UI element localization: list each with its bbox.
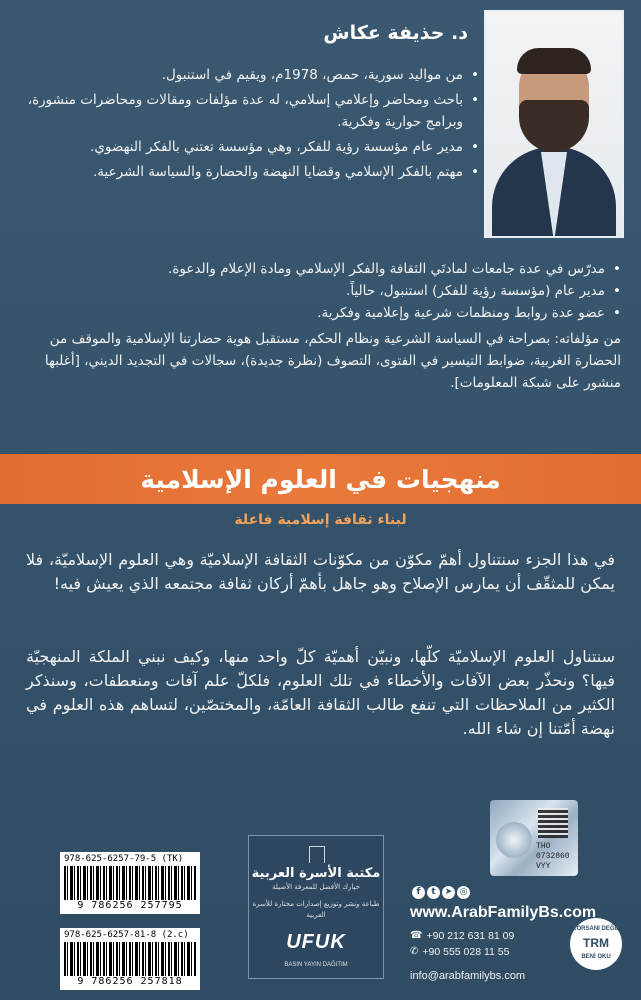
photo-hair [517, 48, 591, 74]
badge-top-text: KORSANI DEĞİL [572, 926, 620, 932]
publisher-tagline: خيارك الأفضل للمعرفة الأصيلة [272, 883, 360, 891]
phone-number[interactable]: +90 212 631 81 09 [426, 930, 515, 942]
telegram-icon[interactable]: ➤ [442, 886, 455, 899]
author-bio-primary [20, 64, 479, 186]
bio-item: • عضو عدة روابط ومنظمات شرعية وإعلامية وفكرية. [20, 302, 621, 324]
bio-item: • باحث ومحاضر وإعلامي إسلامي، له عدة مؤلفات ومقالات ومحاضرات منشورة، وبرامج حوارية وفكرية. [20, 89, 479, 133]
bio-item: • مدرّس في عدة جامعات لمادتَي الثقافة والفكر الإسلامي ومادة الإعلام والدعوة. [20, 258, 621, 280]
author-works: من مؤلفاته: بصراحة في السياسة الشرعية ونظام الحكم، مستقبل هوية حضارتنا الإسلامية والموقف من الحضارة الغربية، ضوابط التيسير في الفتوى، التصوف (نظرة جديدة)، سجالات في التجديد الديني، [أغلبها منشور على شبكة المعلومات]. [44, 331, 621, 391]
barcode-digits: 9 786256 257818 [77, 976, 183, 987]
title-band [0, 454, 641, 504]
hologram-code: THO 0732860 VYY [536, 842, 570, 871]
author-bio-secondary [20, 258, 621, 324]
bio-item: • مدير عام مؤسسة رؤية للفكر، وهي مؤسسة تعتني بالفكر النهضوي. [20, 136, 479, 158]
twitter-icon[interactable]: t [427, 886, 440, 899]
publisher-logo-box [248, 835, 384, 979]
bio-item: • مدير عام (مؤسسة رؤية للفكر) استنبول، حالياً. [20, 280, 621, 302]
barcode-bars [64, 942, 196, 976]
phone-list [410, 928, 514, 960]
badge-mid-text: TRM [583, 936, 609, 950]
email-link[interactable]: info@arabfamilybs.com [410, 970, 526, 982]
book-subtitle: لبناء ثقافة إسلامية فاعلة [234, 512, 407, 528]
partner-logo: UFUK [286, 931, 346, 953]
phone-number[interactable]: +90 555 028 11 55 [422, 946, 510, 958]
publisher-name: مكتبة الأسرة العربية [251, 866, 381, 881]
photo-beard [519, 100, 589, 152]
hologram-sticker [490, 800, 578, 876]
instagram-icon[interactable]: ◎ [457, 886, 470, 899]
author-name: د. حذيفة عكاش [323, 22, 468, 44]
book-title: منهجيات في العلوم الإسلامية [140, 464, 501, 494]
qr-code-icon [538, 808, 568, 838]
badge-bottom-text: BENİ OKU [581, 954, 611, 960]
social-icons [412, 886, 470, 899]
website-link[interactable]: www.ArabFamilyBs.com [410, 904, 597, 921]
barcode-1 [60, 852, 200, 914]
blurb-paragraph-2: سنتناول العلوم الإسلاميّة كلّها، ونبيّن أهميّة كلّ واحد منها، وكيف نبني الملكة المنهجيّة فيها؟ ونحذّر بعض الآفات والأخطاء في تلك العلوم، فلكلّ علم آفات ومنعطفات، وسنذكر الكثير من الملاحظات التي تنفع طالب الثقافة العامّة، والمختصّين، لتساهم هذه العلوم في نهضة أمّتنا إن شاء الله. [26, 647, 615, 738]
building-icon [309, 846, 325, 863]
author-photo [484, 10, 624, 238]
barcode-digits: 9 786256 257795 [77, 900, 183, 911]
whatsapp-icon: ✆ [410, 946, 419, 957]
facebook-icon[interactable]: f [412, 886, 425, 899]
partner-subtitle: BASIN YAYIN DAĞITIM [284, 962, 348, 968]
barcode-2 [60, 928, 200, 990]
bio-item: • من مواليد سورية، حمص، 1978م، ويقيم في استنبول. [20, 64, 479, 86]
publisher-services: طباعة ونشر وتوزيع إصدارات مختارة للأسرة العربية [252, 900, 380, 919]
barcode-bars [64, 866, 196, 900]
seal-icon [496, 822, 532, 858]
bio-item: • مهتم بالفكر الإسلامي وقضايا النهضة والحضارة والسياسة الشرعية. [20, 161, 479, 183]
isbn-label: 978-625-6257-79-5 (TK) [64, 854, 184, 864]
phone-icon: ☎ [410, 930, 423, 941]
isbn-label: 978-625-6257-81-8 (2.c) [64, 930, 189, 940]
blurb-paragraph-1: في هذا الجزء سنتناول أهمّ مكوّن من مكوّنات الثقافة الإسلاميّة وهي العلوم الإسلاميّة، فلا يمكن للمثقّف أن يمارس الإصلاح وهو جاهل بأهمّ أركان ثقافة مجتمعه الذي يعيش فيه! [26, 550, 615, 593]
anti-piracy-badge [570, 918, 622, 970]
